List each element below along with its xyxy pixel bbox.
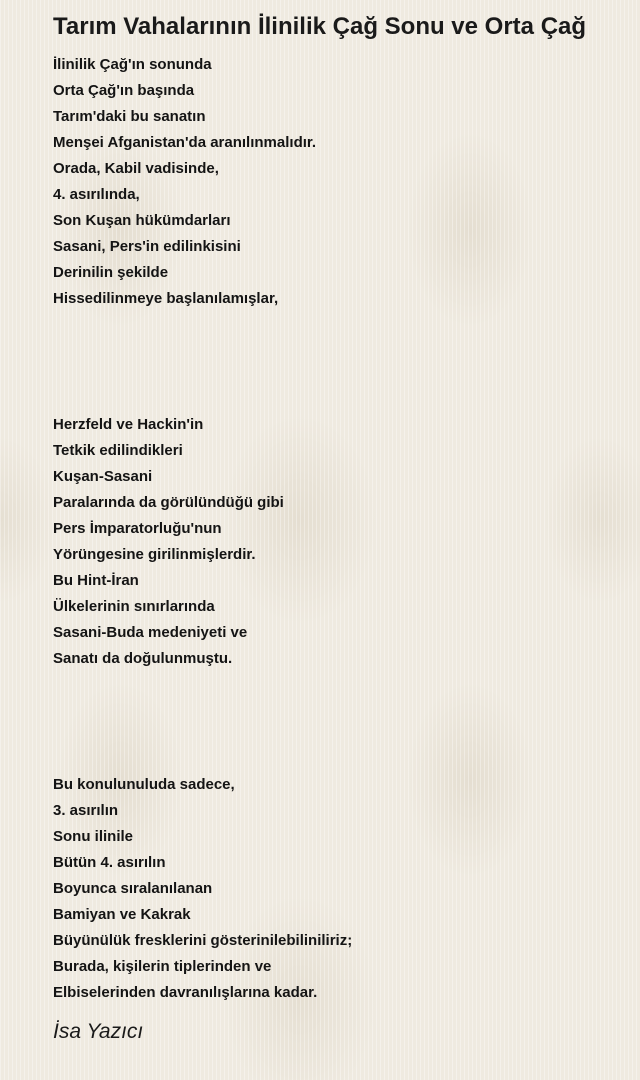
poem-line: Tarım'daki bu sanatın <box>53 108 206 125</box>
poem-line: Hissedilinmeye başlanılamışlar, <box>53 290 279 307</box>
poem-line: Bamiyan ve Kakrak <box>53 906 191 923</box>
stanza-3 <box>53 772 352 1006</box>
poem-author: İsa Yazıcı <box>53 1020 144 1043</box>
poem-line: Elbiselerinden davranılışlarına kadar. <box>53 984 318 1001</box>
poem-line: Paralarında da görülündüğü gibi <box>53 494 284 511</box>
poem-line: Büyünülük fresklerini gösterinilebiliniliriz; <box>53 932 353 949</box>
poem-title: Tarım Vahalarının İlinilik Çağ Sonu ve Orta Çağ <box>53 13 587 40</box>
poem-line: Tetkik edilindikleri <box>53 442 183 459</box>
poem-line: İlinilik Çağ'ın sonunda <box>53 56 212 73</box>
poem-line: Orada, Kabil vadisinde, <box>53 160 219 177</box>
poem-line: Bu konulunuluda sadece, <box>53 776 235 793</box>
poem-line: 4. asırılında, <box>53 186 140 203</box>
poem-line: Menşei Afganistan'da aranılınmalıdır. <box>53 134 317 151</box>
poem-line: Kuşan-Sasani <box>53 468 153 485</box>
poem-line: Pers İmparatorluğu'nun <box>53 520 222 537</box>
poem-line: Burada, kişilerin tiplerinden ve <box>53 958 272 975</box>
poem-line: Derinilin şekilde <box>53 264 169 281</box>
stanza-1 <box>53 52 316 312</box>
poem-line: Yörüngesine girilinmişlerdir. <box>53 546 256 563</box>
poem-line: Boyunca sıralanılanan <box>53 880 213 897</box>
poem-line: Bütün 4. asırılın <box>53 854 166 871</box>
poem-line: Sasani-Buda medeniyeti ve <box>53 624 248 641</box>
poem-line: Sanatı da doğulunmuştu. <box>53 650 233 667</box>
poem-line: Ülkelerinin sınırlarında <box>53 598 215 615</box>
stanza-2 <box>53 412 284 672</box>
poem-line: Herzfeld ve Hackin'in <box>53 416 204 433</box>
poem-line: 3. asırılın <box>53 802 119 819</box>
poem-line: Sasani, Pers'in edilinkisini <box>53 238 241 255</box>
poem-line: Orta Çağ'ın başında <box>53 82 195 99</box>
poem-line: Bu Hint-İran <box>53 572 139 589</box>
poem-line: Son Kuşan hükümdarları <box>53 212 231 229</box>
poem-line: Sonu ilinile <box>53 828 134 845</box>
